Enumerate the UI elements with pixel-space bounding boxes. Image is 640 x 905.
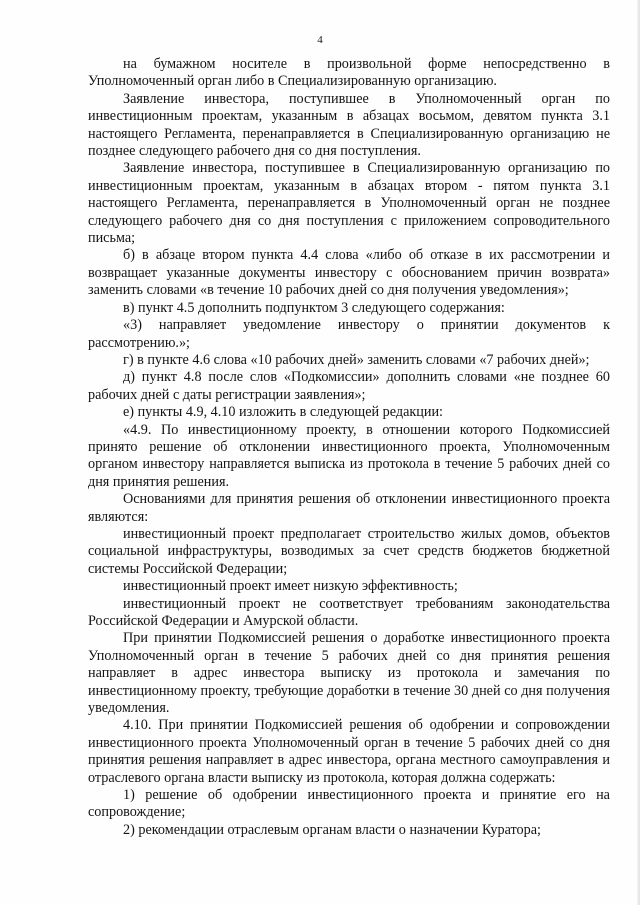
paragraph-item-b: б) в абзаце втором пункта 4.4 слова «либо об отказе в их рассмотрении и возвращает указанные документы инвестору с обоснованием причин возврата» заменить словами «в течение 10 рабочих дней со дня получения уведомления»; bbox=[88, 247, 610, 299]
paragraph-clause-4-10: 4.10. При принятии Подкомиссией решения об одобрении и сопровождении инвестиционного проекта Уполномоченный орган в течение 5 рабочих дней со дня принятия решения направляет в адрес инвестора, органа местного самоуправления и отраслевого органа власти выписку из протокола, которая должна содержать: bbox=[88, 717, 610, 786]
paragraph: Заявление инвестора, поступившее в Специализированную организацию по инвестиционным проектам, указанным в абзацах втором - пятом пункта 3.1 настоящего Регламента, перенаправляется в Уполномоченный орган не позднее следующего рабочего дня со дня поступления с приложением сопроводительного письма; bbox=[88, 160, 610, 247]
paragraph-item-g: г) в пункте 4.6 слова «10 рабочих дней» заменить словами «7 рабочих дней»; bbox=[123, 351, 590, 368]
document-body bbox=[88, 56, 610, 839]
paragraph-item-v: в) пункт 4.5 дополнить подпунктом 3 следующего содержания: bbox=[123, 299, 505, 316]
paragraph: Основаниями для принятия решения об отклонении инвестиционного проекта являются: bbox=[88, 491, 610, 525]
paragraph: При принятии Подкомиссией решения о доработке инвестиционного проекта Уполномоченный орган в течение 5 рабочих дней со дня принятия решения направляет в адрес инвестора выписку из протокола и замечания по инвестиционному проекту, требующие доработки в течение 30 дней со дня получения уведомления. bbox=[88, 630, 610, 717]
paragraph: Заявление инвестора, поступившее в Уполномоченный орган по инвестиционным проектам, указанным в абзацах восьмом, девятом пункта 3.1 настоящего Регламента, перенаправляется в Специализированную организацию не позднее следующего рабочего дня со дня поступления. bbox=[88, 90, 610, 160]
paragraph-item-d: д) пункт 4.8 после слов «Подкомиссии» дополнить словами «не позднее 60 рабочих дней с даты регистрации заявления»; bbox=[88, 369, 610, 403]
paragraph-list-item: инвестиционный проект предполагает строительство жилых домов, объектов социальной инфраструктуры, возводимых за счет средств бюджетов бюджетной системы Российской Федерации; bbox=[88, 525, 610, 577]
paragraph-numbered-item: 2) рекомендации отраслевым органам власти о назначении Куратора; bbox=[123, 821, 541, 838]
paragraph-list-item: инвестиционный проект не соответствует требованиям законодательства Российской Федерации и Амурской области. bbox=[88, 595, 610, 629]
paragraph-list-item: инвестиционный проект имеет низкую эффективность; bbox=[123, 578, 458, 595]
paragraph-numbered-item: 1) решение об одобрении инвестиционного проекта и принятие его на сопровождение; bbox=[88, 787, 610, 821]
paragraph-item-e: е) пункты 4.9, 4.10 изложить в следующей редакции: bbox=[123, 404, 444, 421]
paragraph-quote: «3) направляет уведомление инвестору о принятии документов к рассмотрению.»; bbox=[88, 317, 610, 351]
paragraph-continuation: на бумажном носителе в произвольной форме непосредственно в Уполномоченный орган либо в Специализированную организацию. bbox=[88, 56, 610, 90]
paragraph-clause-4-9: «4.9. По инвестиционному проекту, в отношении которого Подкомиссией принято решение об отклонении инвестиционного проекта, Уполномоченным органом инвестору направляется выписка из протокола в течение 5 рабочих дней со дня принятия решения. bbox=[88, 421, 610, 490]
page-number: 4 bbox=[317, 34, 323, 46]
